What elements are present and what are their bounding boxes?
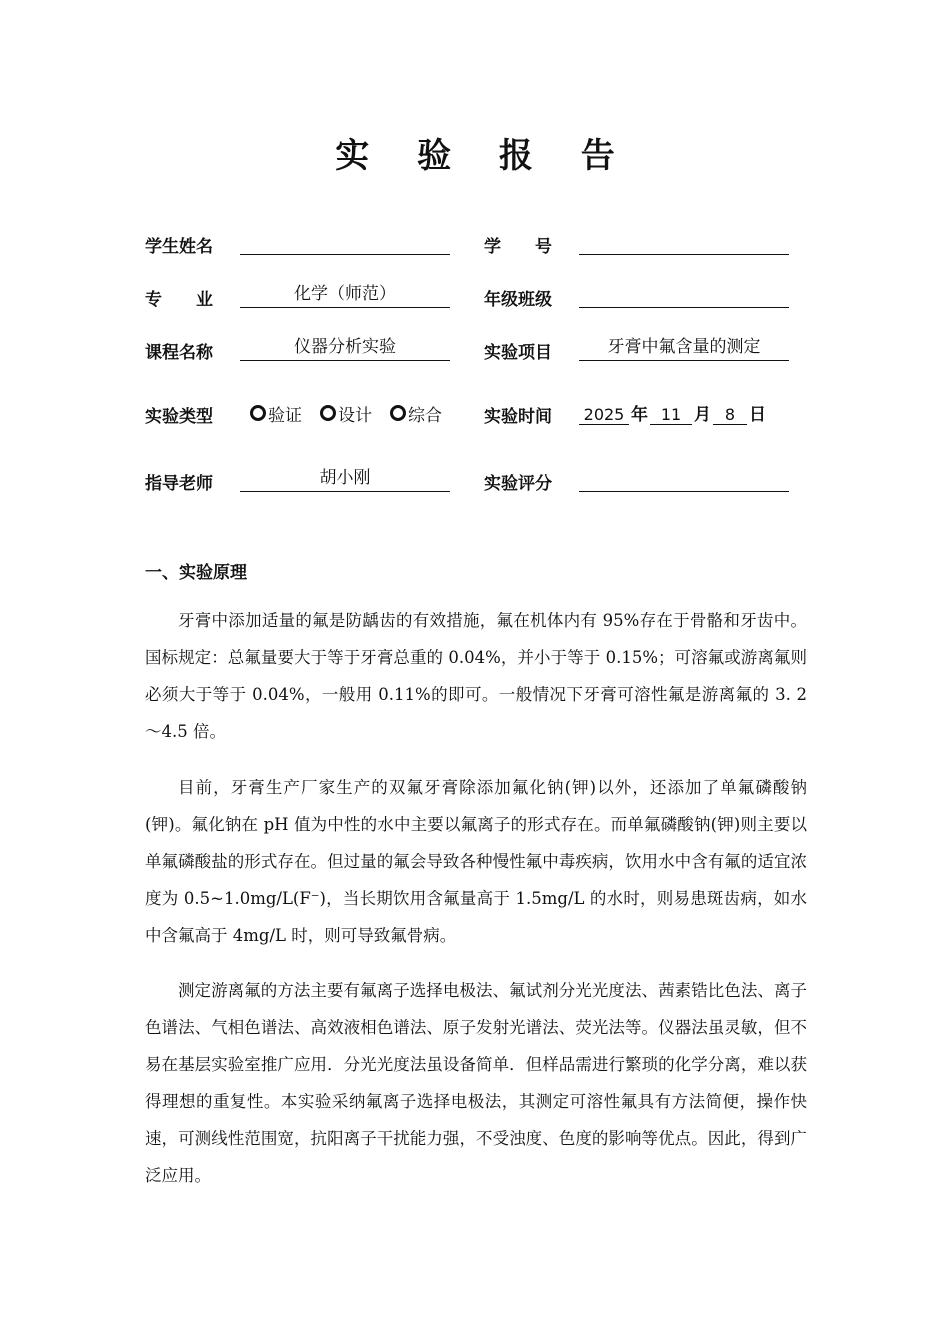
- student-name-field[interactable]: [240, 230, 450, 255]
- experiment-type-label: 实验类型: [145, 407, 213, 427]
- evaluation-label: 实验评分: [484, 474, 552, 494]
- radio-option-label: 验证: [268, 406, 302, 426]
- student-id-field[interactable]: [579, 230, 789, 255]
- radio-option-comprehensive[interactable]: [390, 401, 442, 426]
- experiment-item-field[interactable]: 牙膏中氟含量的测定: [579, 336, 789, 361]
- radio-circle-icon: [250, 405, 266, 421]
- date-day[interactable]: 8: [713, 405, 747, 425]
- paragraph: 测定游离氟的方法主要有氟离子选择电极法、氟试剂分光光度法、茜素锆比色法、离子色谱法、气相色谱法、高效液相色谱法、原子发射光谱法、荧光法等。仪器法虽灵敏，但不易在基层实验室推广应用．分光光度法虽设备简单．但样品需进行繁琐的化学分离，难以获得理想的重复性。本实验采纳氟离子选择电极法，其测定可溶性氟具有方法简便，操作快速，可测线性范围宽，抗阳离子干扰能力强，不受浊度、色度的影响等优点。因此，得到广泛应用。: [145, 981, 807, 1185]
- instructor-label: 指导老师: [145, 474, 213, 494]
- course-name-label: 课程名称: [145, 343, 213, 363]
- student-id-label: 学 号: [484, 237, 552, 257]
- radio-option-label: 设计: [338, 406, 372, 426]
- experiment-time-label: 实验时间: [484, 407, 552, 427]
- major-field[interactable]: 化学（师范）: [240, 283, 450, 308]
- radio-circle-icon: [320, 405, 336, 421]
- date-year-unit: 年: [631, 405, 648, 425]
- radio-circle-icon: [390, 405, 406, 421]
- paragraph: 目前，牙膏生产厂家生产的双氟牙膏除添加氟化钠(钾)以外，还添加了单氟磷酸钠(钾)。氟化钠在 pH 值为中性的水中主要以氟离子的形式存在。而单氟磷酸钠(钾)则主要以单氟磷酸盐的形式存在。但过量的氟会导致各种慢性氟中毒疾病，饮用水中含有氟的适宜浓度为 0.5~1.0mg/L(F⁻)，当长期饮用含氟量高于 1.5mg/L 的水时，则易患斑齿病，如水中含氟高于 4mg/L 时，则可导致氟骨病。: [145, 778, 807, 945]
- section-heading: 一、实验原理: [145, 563, 247, 583]
- radio-option-label: 综合: [408, 406, 442, 426]
- major-label: 专 业: [145, 290, 213, 310]
- course-name-field[interactable]: 仪器分析实验: [240, 336, 450, 361]
- date-day-unit: 日: [749, 405, 766, 425]
- evaluation-field[interactable]: [579, 467, 789, 492]
- page-title: 实 验 报 告: [335, 136, 633, 176]
- date-month[interactable]: 11: [650, 405, 692, 425]
- experiment-date: [579, 400, 768, 425]
- student-name-label: 学生姓名: [145, 237, 213, 257]
- date-year[interactable]: 2025: [579, 405, 629, 425]
- date-month-unit: 月: [694, 405, 711, 425]
- grade-class-field[interactable]: [579, 283, 789, 308]
- instructor-field[interactable]: 胡小刚: [240, 467, 450, 492]
- radio-option-design[interactable]: [320, 401, 372, 426]
- experiment-item-label: 实验项目: [484, 343, 552, 363]
- grade-class-label: 年级班级: [484, 290, 552, 310]
- experiment-type-options: [250, 401, 460, 426]
- paragraph: 牙膏中添加适量的氟是防龋齿的有效措施，氟在机体内有 95%存在于骨骼和牙齿中。国标规定：总氟量要大于等于牙膏总重的 0.04%，并小于等于 0.15%；可溶氟或游离氟则必须大于等于 0.04%，一般用 0.11%的即可。一般情况下牙膏可溶性氟是游离氟的 3. 2～4.5 倍。: [145, 611, 807, 741]
- radio-option-verify[interactable]: [250, 401, 302, 426]
